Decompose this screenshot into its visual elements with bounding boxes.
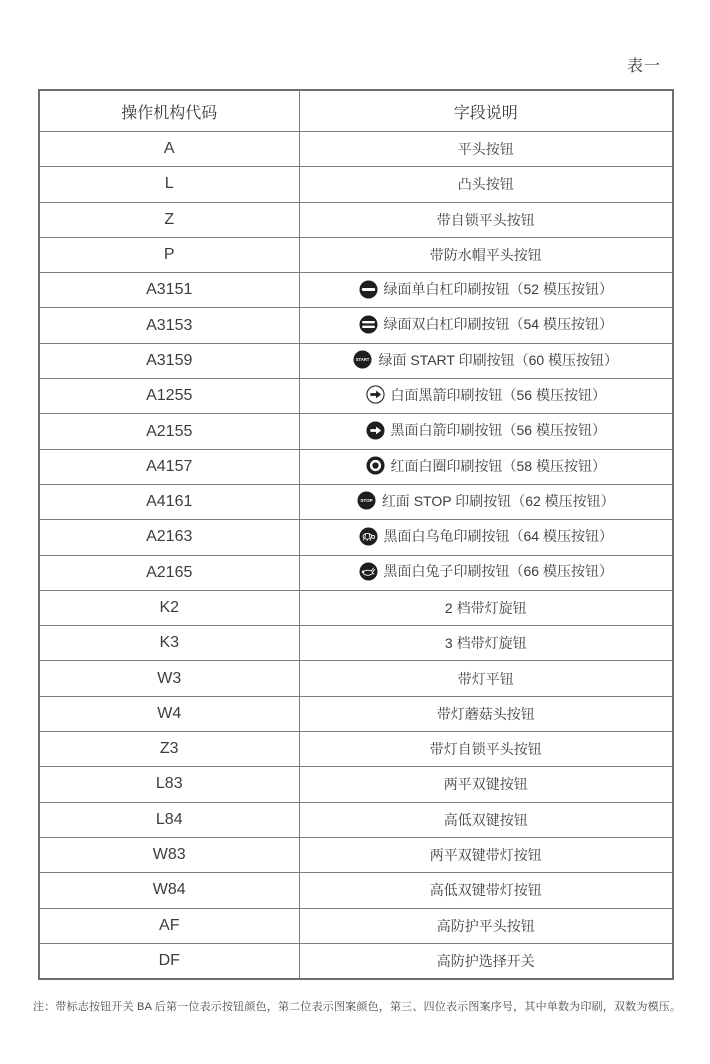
description-text: 凸头按钮	[457, 176, 514, 193]
header-row	[39, 90, 673, 132]
table-row	[39, 167, 673, 202]
table-row	[39, 626, 673, 661]
description-text: 高低双键带灯按钮	[429, 882, 542, 899]
description-content	[353, 350, 618, 370]
description-content	[437, 951, 535, 971]
table-row	[39, 802, 673, 837]
description-cell	[299, 767, 673, 802]
description-content	[445, 633, 527, 653]
description-content	[437, 916, 535, 936]
description-content	[445, 598, 527, 618]
description-content	[366, 385, 606, 405]
description-text: 绿面单白杠印刷按钮（52 模压按钮）	[383, 281, 613, 298]
description-cell	[299, 379, 673, 414]
code-cell: L83	[39, 767, 299, 802]
description-content	[430, 245, 542, 265]
table-row	[39, 767, 673, 802]
table-caption: 表一	[626, 58, 661, 75]
table-row	[39, 873, 673, 908]
code-cell: A	[39, 132, 299, 167]
description-text: 带防水帽平头按钮	[429, 247, 542, 264]
description-text: 黑面白箭印刷按钮（56 模压按钮）	[390, 422, 606, 439]
description-text: 白面黑箭印刷按钮（56 模压按钮）	[390, 386, 606, 403]
code-cell: W4	[39, 696, 299, 731]
description-content	[430, 880, 542, 900]
description-text: 平头按钮	[457, 141, 514, 158]
description-text: 3 档带灯旋钮	[444, 635, 527, 652]
table-row	[39, 202, 673, 237]
table-row	[39, 379, 673, 414]
description-cell	[299, 449, 673, 484]
description-text: 两平双键带灯按钮	[429, 847, 542, 864]
table-row	[39, 449, 673, 484]
table-row	[39, 273, 673, 308]
description-content	[437, 704, 535, 724]
description-cell	[299, 273, 673, 308]
description-cell	[299, 414, 673, 449]
table-row	[39, 943, 673, 979]
table-row	[39, 520, 673, 555]
code-cell: A4161	[39, 484, 299, 519]
circle-white-arrow-icon	[366, 421, 385, 440]
description-text: 高防护选择开关	[436, 952, 535, 969]
description-content	[430, 739, 542, 759]
code-cell: W84	[39, 873, 299, 908]
column-header-code: 操作机构代码	[39, 90, 299, 132]
description-cell	[299, 308, 673, 343]
table-row	[39, 132, 673, 167]
table-row	[39, 696, 673, 731]
code-cell: A3151	[39, 273, 299, 308]
description-cell	[299, 237, 673, 272]
table-row	[39, 343, 673, 378]
description-cell	[299, 343, 673, 378]
description-cell	[299, 520, 673, 555]
description-content	[458, 139, 514, 159]
code-cell: DF	[39, 943, 299, 979]
table-row	[39, 837, 673, 872]
description-cell	[299, 484, 673, 519]
code-cell: AF	[39, 908, 299, 943]
description-cell	[299, 626, 673, 661]
description-text: 黑面白乌龟印刷按钮（64 模压按钮）	[383, 528, 613, 545]
code-table	[38, 89, 674, 980]
description-content	[366, 420, 606, 440]
description-text: 红面 STOP 印刷按钮（62 模压按钮）	[381, 492, 615, 509]
description-cell	[299, 943, 673, 979]
table-row	[39, 661, 673, 696]
description-cell	[299, 696, 673, 731]
circle-ring-icon	[366, 456, 385, 475]
svg-text:START: START	[356, 357, 370, 363]
description-cell	[299, 555, 673, 590]
circle-double-bar-icon	[359, 315, 378, 334]
description-content	[430, 845, 542, 865]
circle-start-icon	[353, 350, 372, 369]
description-cell	[299, 202, 673, 237]
table-row	[39, 555, 673, 590]
description-cell	[299, 732, 673, 767]
code-cell: A3153	[39, 308, 299, 343]
code-cell: L84	[39, 802, 299, 837]
code-cell: P	[39, 237, 299, 272]
description-content	[444, 810, 528, 830]
description-text: 高防护平头按钮	[436, 917, 535, 934]
circle-black-arrow-icon	[366, 385, 385, 404]
description-text: 2 档带灯旋钮	[444, 600, 527, 616]
code-cell: A2163	[39, 520, 299, 555]
table-row	[39, 908, 673, 943]
code-cell: K3	[39, 626, 299, 661]
code-cell: W83	[39, 837, 299, 872]
description-cell	[299, 873, 673, 908]
code-cell: A2165	[39, 555, 299, 590]
description-text: 高低双键按钮	[443, 811, 528, 828]
description-content	[444, 774, 528, 794]
description-content	[366, 456, 606, 476]
description-text: 带灯平钮	[457, 670, 514, 687]
code-cell: A3159	[39, 343, 299, 378]
description-cell	[299, 132, 673, 167]
description-content	[359, 314, 613, 334]
circle-stop-icon	[357, 491, 376, 510]
description-text: 带自锁平头按钮	[436, 211, 535, 228]
code-cell: L	[39, 167, 299, 202]
table-row	[39, 590, 673, 625]
description-text: 两平双键按钮	[443, 776, 528, 793]
code-cell: W3	[39, 661, 299, 696]
code-cell: Z	[39, 202, 299, 237]
description-content	[437, 210, 535, 230]
description-cell	[299, 908, 673, 943]
code-cell: A1255	[39, 379, 299, 414]
code-cell: Z3	[39, 732, 299, 767]
code-cell: A4157	[39, 449, 299, 484]
description-text: 带灯蘑菇头按钮	[436, 705, 535, 722]
description-text: 红面白圈印刷按钮（58 模压按钮）	[390, 457, 606, 474]
description-text: 带灯自锁平头按钮	[429, 741, 542, 758]
description-text: 绿面双白杠印刷按钮（54 模压按钮）	[383, 316, 613, 333]
code-cell: A2155	[39, 414, 299, 449]
description-text: 绿面 START 印刷按钮（60 模压按钮）	[378, 351, 619, 368]
description-cell	[299, 837, 673, 872]
description-cell	[299, 590, 673, 625]
table-row	[39, 484, 673, 519]
description-content	[359, 526, 613, 546]
description-content	[359, 561, 613, 581]
footnote: 注：带标志按钮开关 BA 后第一位表示按钮颜色，第二位表示图案颜色，第三、四位表示图案序号，其中单数为印刷，双数为模压。	[33, 1001, 682, 1013]
table-row	[39, 414, 673, 449]
table-row	[39, 308, 673, 343]
description-content	[458, 174, 514, 194]
svg-text:STOP: STOP	[360, 498, 373, 504]
code-cell: K2	[39, 590, 299, 625]
description-cell	[299, 167, 673, 202]
circle-single-bar-icon	[359, 280, 378, 299]
description-cell	[299, 802, 673, 837]
description-content	[357, 491, 615, 511]
table-row	[39, 237, 673, 272]
circle-rabbit-icon	[359, 562, 378, 581]
description-cell	[299, 661, 673, 696]
circle-turtle-icon	[359, 527, 378, 546]
column-header-description: 字段说明	[299, 90, 673, 132]
description-text: 黑面白兔子印刷按钮（66 模压按钮）	[383, 563, 613, 580]
description-content	[458, 669, 514, 689]
table-row	[39, 732, 673, 767]
description-content	[359, 279, 613, 299]
